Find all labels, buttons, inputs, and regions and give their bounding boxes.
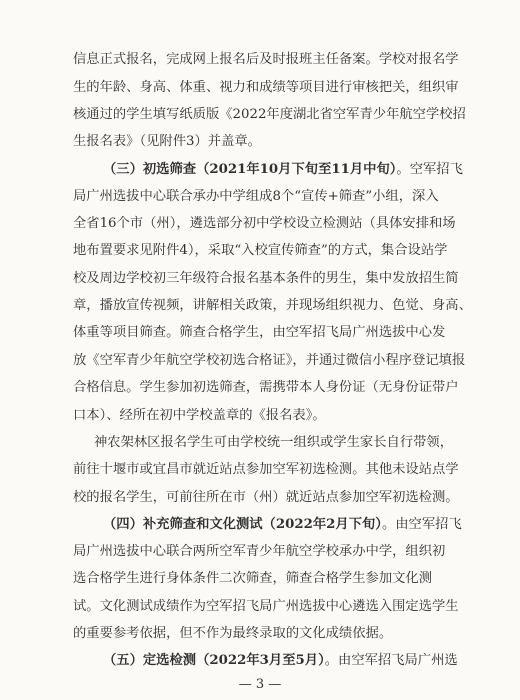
text-line bbox=[73, 51, 459, 68]
body-text: 全省16个市（州），遴选部分初中学校设立检测站（具体安排和场 bbox=[73, 216, 456, 232]
body-text: 口本）、经所在初中学校盖章的《报名表》。 bbox=[73, 407, 326, 423]
body-text: 。空军招飞 bbox=[396, 162, 463, 178]
page-number: — 3 — bbox=[238, 677, 282, 692]
text-line bbox=[73, 297, 472, 314]
text-line bbox=[73, 270, 459, 287]
text-line bbox=[73, 407, 326, 424]
text-line bbox=[73, 215, 456, 232]
text-line bbox=[73, 598, 459, 615]
body-text: 体重等项目筛查。筛查合格学生，由空军招飞局广州选拔中心发 bbox=[73, 325, 446, 341]
section-heading: （四）补充筛查和文化测试（2022年2月下旬） bbox=[103, 516, 382, 532]
body-text: 生报名表》（见附件3）并盖章。 bbox=[73, 134, 261, 150]
text-line bbox=[73, 570, 432, 587]
body-text: 局广州选拔中心联合两所空军青少年航空学校承办中学，组织初 bbox=[73, 543, 446, 559]
body-text: 校及周边学校初三年级符合报名基本条件的男生，集中发放招生简 bbox=[73, 271, 459, 287]
body-text: 生的年龄、身高、体重、视力和成绩等项目进行审核把关，组织审 bbox=[73, 79, 459, 95]
body-text: 地布置要求见附件4），采取“入校宣传筛查”的方式，集合设站学 bbox=[73, 243, 448, 259]
section-heading: （五）定选检测（2022年3月至5月） bbox=[103, 653, 325, 668]
body-text: 神农架林区报名学生可由学校统一组织或学生家长自行带领， bbox=[94, 434, 454, 450]
text-line bbox=[73, 242, 447, 259]
text-line bbox=[103, 652, 458, 669]
text-line bbox=[73, 352, 465, 369]
body-text: 。由空军招飞局广州选 bbox=[324, 653, 458, 668]
text-line bbox=[73, 625, 392, 642]
text-line bbox=[73, 543, 445, 560]
body-text: 合格信息。学生参加初选筛查，需携带本人身份证（无身份证带户 bbox=[73, 380, 459, 396]
text-line bbox=[73, 79, 459, 96]
body-text: 的重要参考依据，但不作为最终录取的文化成绩依据。 bbox=[73, 625, 393, 641]
body-text: 试。文化测试成绩作为空军招飞局广州选拔中心遴选入围定选学生 bbox=[73, 598, 459, 614]
text-line bbox=[73, 489, 459, 506]
text-line bbox=[94, 434, 453, 451]
text-line bbox=[73, 379, 459, 396]
section-heading: （三）初选筛查（2021年10月下旬至11月中旬） bbox=[103, 162, 397, 178]
text-line bbox=[103, 161, 463, 178]
body-text: 信息正式报名，完成网上报名后及时报班主任备案。学校对报名学 bbox=[73, 52, 459, 67]
body-text: 放《空军青少年航空学校初选合格证》，并通过微信小程序登记填报 bbox=[73, 352, 466, 368]
body-text: 局广州选拔中心联合承办中学组成8个“宣传+筛查”小组，深入 bbox=[73, 189, 439, 205]
body-text: 核通过的学生填写纸质版《2022年度湖北省空军青少年航空学校招 bbox=[73, 107, 466, 123]
text-line bbox=[73, 133, 261, 150]
text-line bbox=[73, 461, 459, 478]
body-text: 校的报名学生，可前往所在市（州）就近站点参加空军初选检测。 bbox=[73, 489, 459, 505]
text-line bbox=[73, 324, 445, 341]
text-line bbox=[73, 106, 466, 123]
body-text: 。由空军招飞 bbox=[381, 516, 462, 532]
body-text: 选合格学生进行身体条件二次筛查，筛查合格学生参加文化测 bbox=[73, 570, 433, 586]
text-line bbox=[73, 188, 439, 205]
body-text: 章，播放宣传视频，讲解相关政策，并现场组织视力、色觉、身高、 bbox=[73, 298, 472, 314]
body-text: 前往十堰市或宜昌市就近站点参加空军初选检测。其他未设站点学 bbox=[73, 461, 459, 477]
text-line bbox=[103, 516, 462, 533]
